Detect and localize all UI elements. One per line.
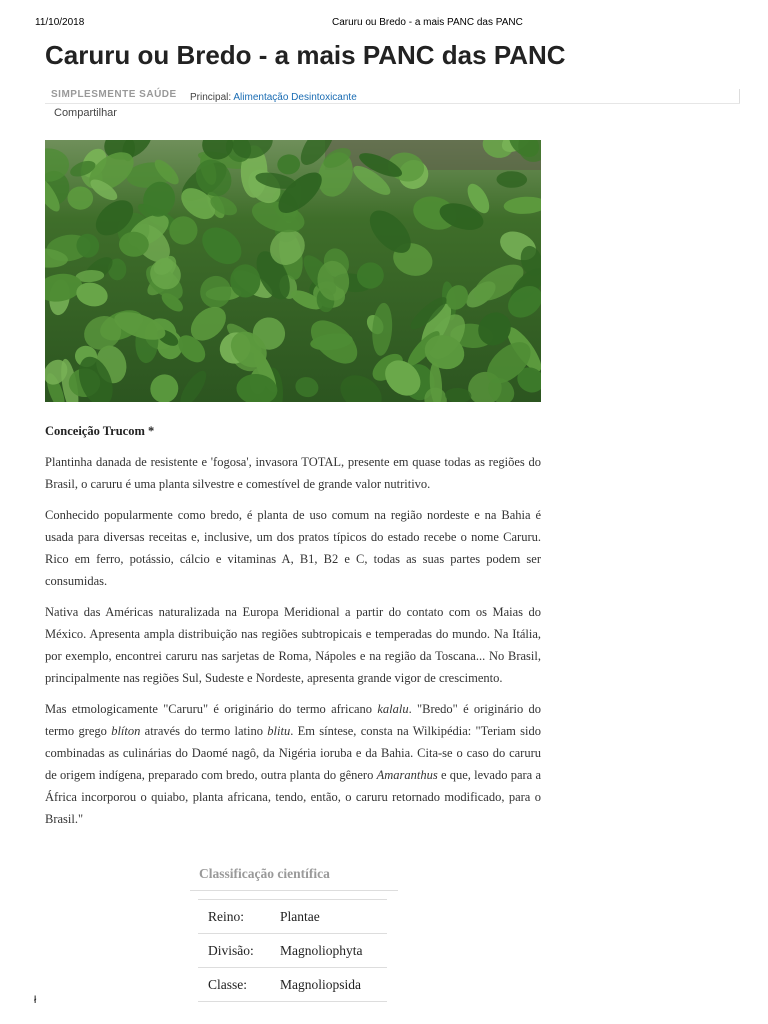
print-page-title: Caruru ou Bredo - a mais PANC das PANC [332, 17, 523, 28]
article-meta [45, 89, 740, 104]
page-corner-mark: ł [34, 995, 37, 1006]
term-amaranthus: Amaranthus [376, 768, 438, 782]
article-body [45, 420, 541, 839]
classification-table [198, 899, 387, 1002]
author-name: Conceição Trucom * [45, 424, 155, 438]
scientific-classification-box [190, 862, 398, 1002]
paragraph-etymology: Mas etmologicamente "Caruru" é originário do termo africano kalalu. "Bredo" é originário do termo grego blíton através do termo latino blitu. Em síntese, consta na Wilkipédia: "Teriam sido combinadas as culinárias do Daomé nagô, da Nigéria ioruba e da Bahia. Cita-se o caso do caruru de origem indígena, preparado com bredo, outra planta do gênero Amaranthus e que, levado para a África incorporou o quiabo, planta africana, tendo, então, o caruru retornado modificado, para o Brasil." [45, 702, 541, 826]
share-button[interactable]: Compartilhar [54, 107, 117, 119]
row-value[interactable]: Plantae [270, 900, 387, 934]
table-row [198, 900, 387, 934]
blog-name-link[interactable]: SIMPLESMENTE SAÚDE [51, 89, 177, 100]
caruru-plant-photo [45, 140, 541, 402]
classification-title: Classificação científica [190, 862, 398, 891]
table-row [198, 968, 387, 1002]
row-value[interactable]: Magnoliopsida [270, 968, 387, 1002]
term-blitu: blitu [267, 724, 291, 738]
term-kalalu: kalalu [377, 702, 409, 716]
article-title: Caruru ou Bredo - a mais PANC das PANC [45, 40, 566, 70]
row-label: Divisão: [198, 934, 270, 968]
term-bliton: blíton [111, 724, 141, 738]
row-value[interactable]: Magnoliophyta [270, 934, 387, 968]
leaf-shape [230, 264, 260, 297]
foliage-illustration [45, 140, 541, 402]
table-row [198, 934, 387, 968]
paragraph-3: Nativa das Américas naturalizada na Europa Meridional a partir do contato com os Maias do México. Apresenta ampla distribuição nas regiões subtropicais e temperadas do mundo. Na Itália, por exemplo, encontrei caruru nas sarjetas de Roma, Nápoles e na região da Toscana... No Brasil, principalmente nas regiões Sul, Sudeste e Nordeste, apresenta grande vigor de crescimento. [45, 605, 541, 685]
category-line [190, 92, 357, 103]
category-link[interactable]: Alimentação Desintoxicante [233, 92, 357, 103]
paragraph-2: Conhecido popularmente como bredo, é planta de uso comum na região nordeste e na Bahia é usada para diversas receitas e, inclusive, um dos pratos típicos do estado recebe o nome Caruru. Rico em ferro, potássio, cálcio e vitaminas A, B1, B2 e C, todas as suas partes podem ser consumidas. [45, 508, 541, 588]
meta-divider [739, 89, 740, 103]
row-label: Classe: [198, 968, 270, 1002]
paragraph-1: Plantinha danada de resistente e 'fogosa', invasora TOTAL, presente em quase todas as regiões do Brasil, o caruru é uma planta silvestre e comestível de grande valor nutritivo. [45, 455, 541, 491]
row-label: Reino: [198, 900, 270, 934]
category-label: Principal: [190, 92, 232, 103]
print-date: 11/10/2018 [35, 17, 85, 28]
